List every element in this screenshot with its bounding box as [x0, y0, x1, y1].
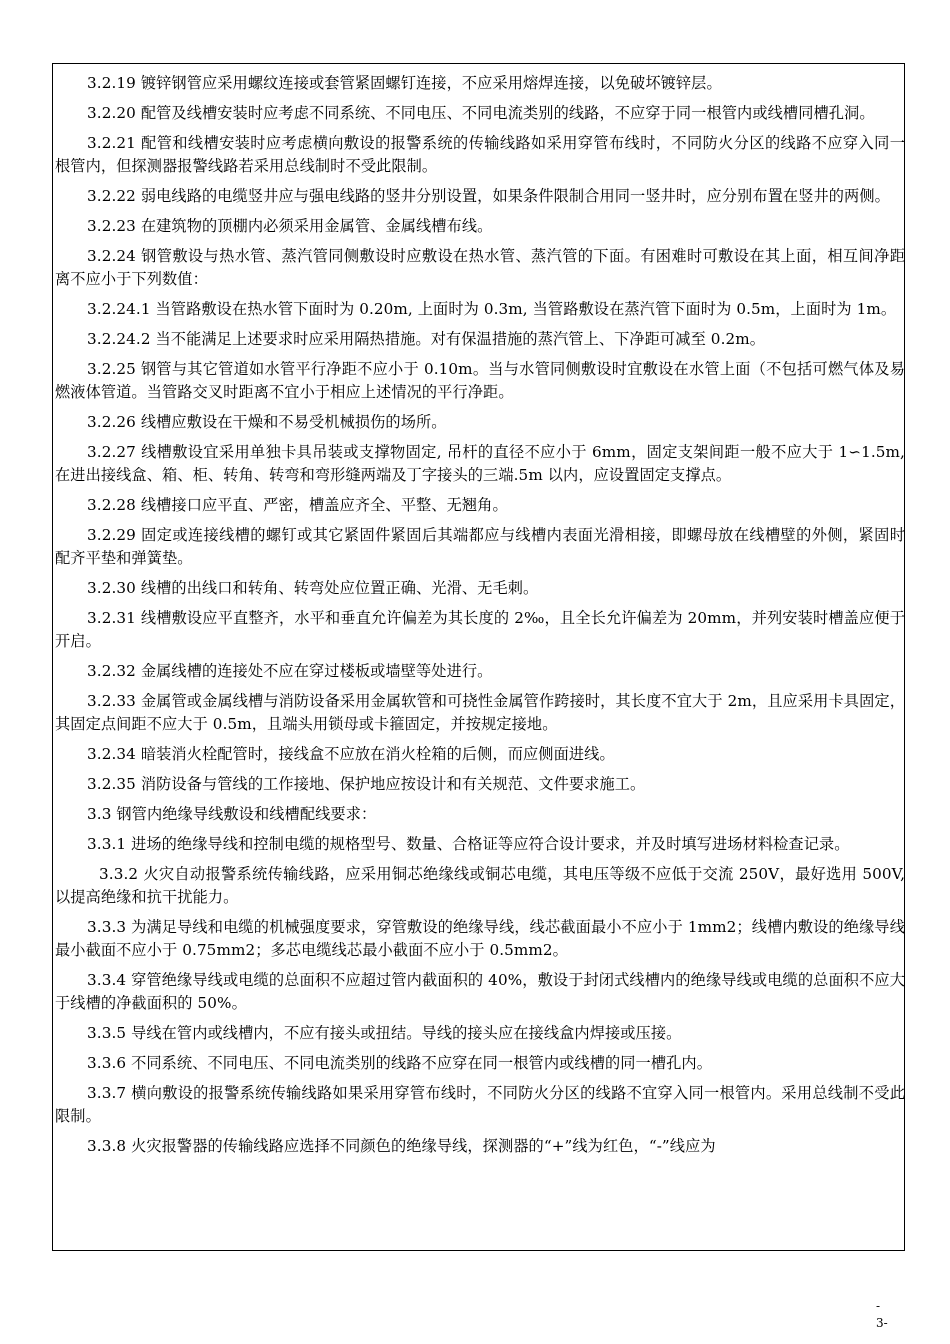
- paragraph-3-2-24-1: 3.2.24.1 当管路敷设在热水管下面时为 0.20m, 上面时为 0.3m, 当管路敷设在蒸汽管下面时为 0.5m，上面时为 1m。: [87, 300, 897, 318]
- paragraph-3-3-3: 3.3.3 为满足导线和电缆的机械强度要求，穿管敷设的绝缘导线，线芯截面最小不应小于 1mm2；线槽内敷设的绝缘导线最小截面不应小于 0.75mm2；多芯电缆线芯最小截面不应小于 0.5mm2。: [55, 918, 905, 959]
- paragraph-3-2-29: 3.2.29 固定或连接线槽的螺钉或其它紧固件紧固后其端都应与线槽内表面光滑相接，即螺母放在线槽壁的外侧，紧固时配齐平垫和弹簧垫。: [55, 526, 905, 567]
- page-number-dash: -: [876, 1299, 881, 1313]
- paragraph-3-2-31: 3.2.31 线槽敷设应平直整齐，水平和垂直允许偏差为其长度的 2‰，且全长允许偏差为 20mm，并列安装时槽盖应便于开启。: [55, 609, 905, 650]
- paragraph-3-3-2: 3.3.2 火灾自动报警系统传输线路，应采用铜芯绝缘线或铜芯电缆，其电压等级不应低于交流 250V，最好选用 500V, 以提高绝缘和抗干扰能力。: [55, 865, 905, 906]
- paragraph-3-2-25: 3.2.25 钢管与其它管道如水管平行净距不应小于 0.10m。当与水管同侧敷设时宜敷设在水管上面（不包括可燃气体及易燃液体管道。当管路交叉时距离不宜小于相应上述情况的平行净距。: [55, 360, 905, 401]
- paragraph-3-2-21: 3.2.21 配管和线槽安装时应考虑横向敷设的报警系统的传输线路如采用穿管布线时，不同防火分区的线路不应穿入同一根管内，但探测器报警线路若采用总线制时不受此限制。: [55, 134, 905, 175]
- paragraph-3-3-8: 3.3.8 火灾报警器的传输线路应选择不同颜色的绝缘导线，探测器的“+”线为红色，“-”线应为: [87, 1137, 716, 1155]
- paragraph-3-3-7: 3.3.7 横向敷设的报警系统传输线路如果采用穿管布线时，不同防火分区的线路不宜穿入同一根管内。采用总线制不受此限制。: [55, 1084, 905, 1125]
- page-number: [876, 1298, 888, 1332]
- page-number-value: 3-: [876, 1316, 888, 1330]
- paragraph-3-2-24-2: 3.2.24.2 当不能满足上述要求时应采用隔热措施。对有保温措施的蒸汽管上、下净距可减至 0.2m。: [87, 330, 766, 348]
- paragraph-3-2-33: 3.2.33 金属管或金属线槽与消防设备采用金属软管和可挠性金属管作跨接时，其长度不宜大于 2m，且应采用卡具固定，其固定点间距不应大于 0.5m，且端头用锁母或卡箍固定，并按规定接地。: [55, 692, 905, 733]
- paragraph-3-2-35: 3.2.35 消防设备与管线的工作接地、保护地应按设计和有关规范、文件要求施工。: [87, 775, 646, 793]
- paragraph-3-2-23: 3.2.23 在建筑物的顶棚内必须采用金属管、金属线槽布线。: [87, 217, 493, 235]
- paragraph-3-2-34: 3.2.34 暗装消火栓配管时，接线盒不应放在消火栓箱的后侧，而应侧面进线。: [87, 745, 615, 763]
- paragraph-3-3-4: 3.3.4 穿管绝缘导线或电缆的总面积不应超过管内截面积的 40%，敷设于封闭式线槽内的绝缘导线或电缆的总面积不应大于线槽的净截面积的 50%。: [55, 971, 905, 1012]
- paragraph-3-2-19: 3.2.19 镀锌钢管应采用螺纹连接或套管紧固螺钉连接，不应采用熔焊连接，以免破坏镀锌层。: [87, 74, 722, 92]
- paragraph-3-3-6: 3.3.6 不同系统、不同电压、不同电流类别的线路不应穿在同一根管内或线槽的同一槽孔内。: [87, 1054, 712, 1072]
- paragraph-3-2-27: 3.2.27 线槽敷设宜采用单独卡具吊装或支撑物固定, 吊杆的直径不应小于 6mm，固定支架间距一般不应大于 1∽1.5m, 在进出接线盒、箱、柜、转角、转弯和弯形缝两端及丁字接头的三端.5m 以内，应设置固定支撑点。: [55, 443, 905, 484]
- paragraph-3-2-26: 3.2.26 线槽应敷设在干燥和不易受机械损伤的场所。: [87, 413, 447, 431]
- paragraph-3-2-22: 3.2.22 弱电线路的电缆竖井应与强电线路的竖井分别设置，如果条件限制合用同一竖井时，应分别布置在竖井的两侧。: [87, 187, 890, 205]
- paragraph-3-2-30: 3.2.30 线槽的出线口和转角、转弯处应位置正确、光滑、无毛刺。: [87, 579, 539, 597]
- paragraph-3-2-32: 3.2.32 金属线槽的连接处不应在穿过楼板或墙壁等处进行。: [87, 662, 493, 680]
- paragraph-3-2-24: 3.2.24 钢管敷设与热水管、蒸汽管同侧敷设时应敷设在热水管、蒸汽管的下面。有困难时可敷设在其上面，相互间净距离不应小于下列数值：: [55, 247, 905, 288]
- document-body: [55, 72, 905, 1165]
- paragraph-3-2-28: 3.2.28 线槽接口应平直、严密，槽盖应齐全、平整、无翘角。: [87, 496, 508, 514]
- paragraph-3-2-20: 3.2.20 配管及线槽安装时应考虑不同系统、不同电压、不同电流类别的线路，不应穿于同一根管内或线槽同槽孔洞。: [87, 104, 875, 122]
- paragraph-3-3-1: 3.3.1 进场的绝缘导线和控制电缆的规格型号、数量、合格证等应符合设计要求，并及时填写进场材料检查记录。: [87, 835, 850, 853]
- paragraph-3-3-5: 3.3.5 导线在管内或线槽内，不应有接头或扭结。导线的接头应在接线盒内焊接或压接。: [87, 1024, 682, 1042]
- section-heading-3-3: 3.3 钢管内绝缘导线敷设和线槽配线要求：: [87, 805, 377, 823]
